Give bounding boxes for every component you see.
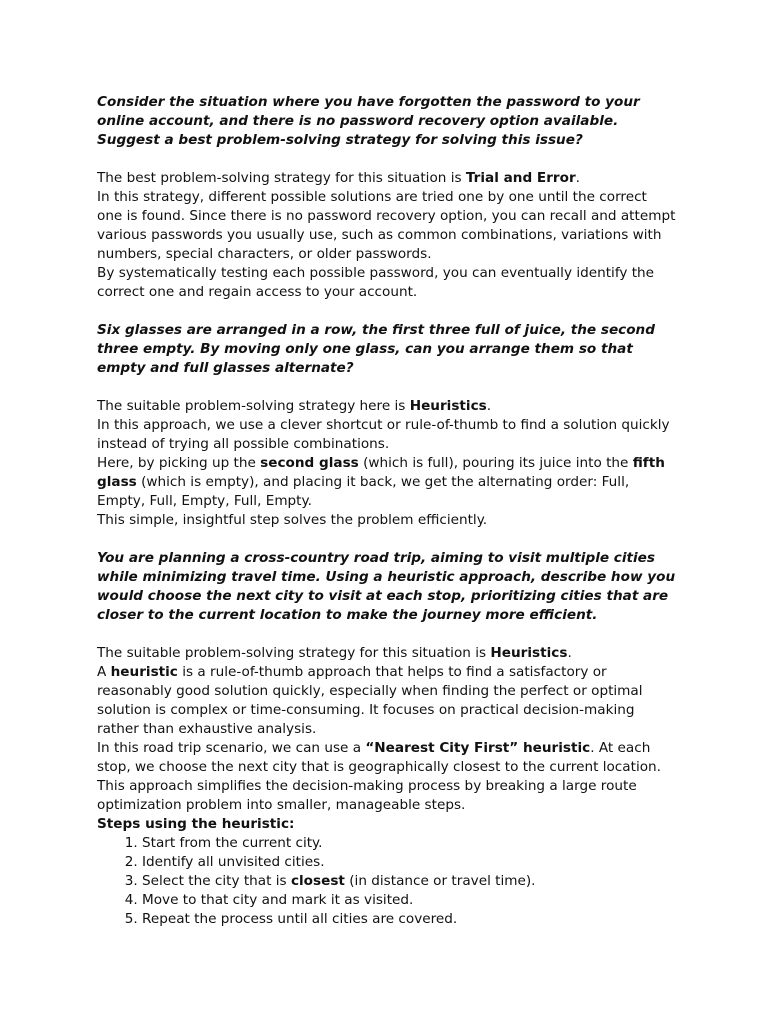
steps-list xyxy=(97,834,676,929)
strategy-name: Heuristics xyxy=(409,398,487,414)
spacer xyxy=(97,378,676,397)
answer-3-definition xyxy=(97,663,676,739)
list-item: 1. Start from the current city. xyxy=(142,834,676,853)
bold-text: Steps using the heuristic: xyxy=(97,816,295,832)
text: (which is full), pouring its juice into the xyxy=(358,455,633,471)
text: The best problem-solving strategy for this situation is xyxy=(97,170,466,186)
spacer xyxy=(97,150,676,169)
text: . xyxy=(567,645,572,661)
list-item: 2. Identify all unvisited cities. xyxy=(142,853,676,872)
list-item: 5. Repeat the process until all cities are covered. xyxy=(142,910,676,929)
list-item xyxy=(142,872,676,891)
bold-text: fifth glass xyxy=(97,455,665,490)
answer-1-intro xyxy=(97,169,676,188)
answer-2-explanation: In this approach, we use a clever shortcut or rule-of-thumb to find a solution quickly instead of trying all possible combinations. xyxy=(97,417,670,452)
spacer xyxy=(97,302,676,321)
text: (in distance or travel time). xyxy=(344,873,536,889)
answer-1-conclusion: By systematically testing each possible password, you can eventually identify the correct one and regain access to your account. xyxy=(97,265,655,300)
question-2: Six glasses are arranged in a row, the first three full of juice, the second three empty. By moving only one glass, can you arrange them so that empty and full glasses alternate? xyxy=(97,322,655,376)
strategy-name: Heuristics xyxy=(490,645,568,661)
text: The suitable problem-solving strategy for this situation is xyxy=(97,645,491,661)
text: is a rule-of-thumb approach that helps to find a satisfactory or reasonably good solution quickly, especially when finding the perfect or optimal solution is complex or time-consuming. It focuses on practical decision-making rather than exhaustive analysis. xyxy=(97,664,643,737)
answer-3-scenario xyxy=(97,739,676,815)
strategy-name: Trial and Error xyxy=(465,170,576,186)
answer-2-intro xyxy=(97,397,676,416)
text: . At each stop, we choose the next city that is geographically closest to the current location. This approach simplifies the decision-making process by breaking a large route optimization problem into smaller, manageable steps. xyxy=(97,740,661,813)
text: A xyxy=(97,664,111,680)
steps-title xyxy=(97,815,676,834)
text: Here, by picking up the xyxy=(97,455,261,471)
question-1: Consider the situation where you have forgotten the password to your online account, and there is no password recovery option available. Suggest a best problem-solving strategy for solving this issue? xyxy=(97,94,640,148)
bold-text: “Nearest City First” heuristic xyxy=(365,740,591,756)
bold-text: second glass xyxy=(260,455,359,471)
spacer xyxy=(97,625,676,644)
answer-3-intro xyxy=(97,644,676,663)
text: (which is empty), and placing it back, we get the alternating order: Full, Empty, Full, Empty, Full, Empty. xyxy=(97,474,630,509)
question-3: You are planning a cross-country road trip, aiming to visit multiple cities while minimizing travel time. Using a heuristic approach, describe how you would choose the next city to visit at each stop, prioritizing cities that are closer to the current location to make the journey more efficient. xyxy=(97,550,676,623)
text: Select the city that is xyxy=(142,873,291,889)
text: . xyxy=(575,170,580,186)
text: The suitable problem-solving strategy here is xyxy=(97,398,410,414)
answer-1-explanation: In this strategy, different possible solutions are tried one by one until the correct one is found. Since there is no password recovery option, you can recall and attempt various passwords you usually use, such as common combinations, variations with numbers, special characters, or older passwords. xyxy=(97,189,676,262)
bold-text: heuristic xyxy=(110,664,178,680)
answer-2-conclusion: This simple, insightful step solves the problem efficiently. xyxy=(97,512,488,528)
text: In this road trip scenario, we can use a xyxy=(97,740,366,756)
answer-2-solution xyxy=(97,454,676,511)
text: . xyxy=(486,398,492,414)
bold-text: closest xyxy=(290,873,345,889)
list-item: 4. Move to that city and mark it as visited. xyxy=(142,891,676,910)
spacer xyxy=(97,530,676,549)
